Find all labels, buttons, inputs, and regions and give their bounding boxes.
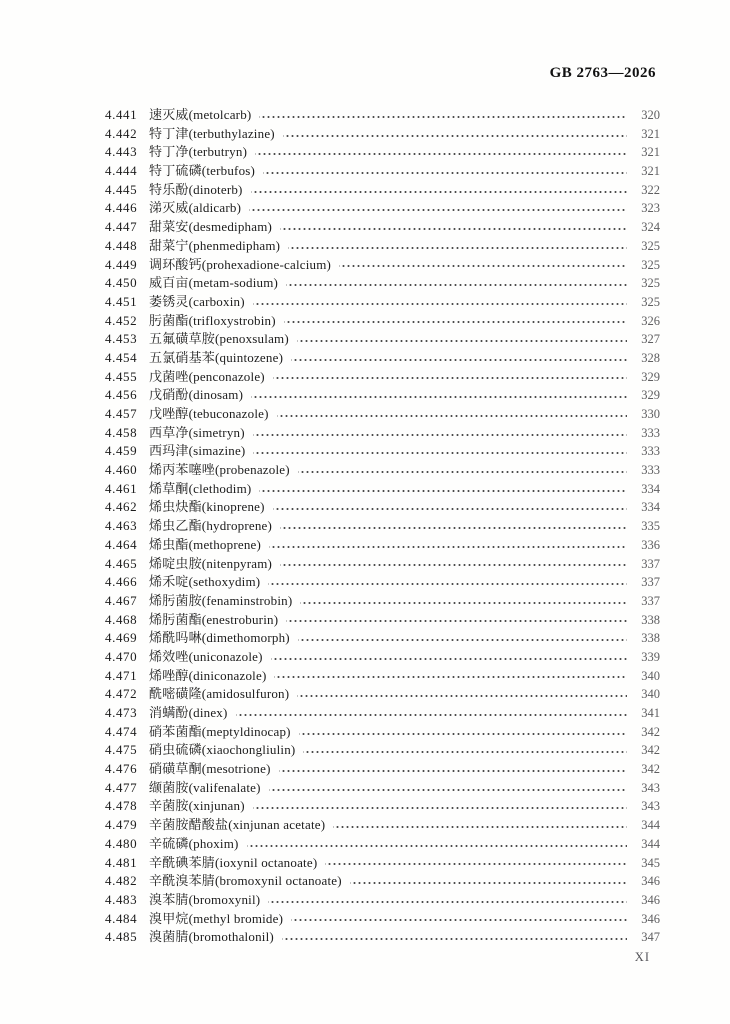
dot-leader xyxy=(259,106,627,125)
entry-page-number: 321 xyxy=(641,164,660,179)
entry-page-number: 320 xyxy=(641,108,660,122)
entry-title: 西草净(simetryn) xyxy=(149,424,245,440)
entry-title: 辛酰溴苯腈(bromoxynil octanoate) xyxy=(149,873,342,889)
dot-leader xyxy=(277,405,627,424)
toc-entry-row xyxy=(105,442,660,461)
entry-title: 烯丙苯噻唑(probenazole) xyxy=(149,462,290,478)
entry-page-number: 321 xyxy=(641,145,660,160)
entry-number: 4.471 xyxy=(105,667,138,683)
entry-title: 溴菌腈(bromothalonil) xyxy=(149,929,274,945)
dot-leader xyxy=(253,442,627,461)
entry-page-number: 337 xyxy=(641,593,660,608)
entry-title: 西玛津(simazine) xyxy=(149,443,246,459)
entry-number: 4.456 xyxy=(105,387,138,403)
dot-leader xyxy=(303,741,627,760)
entry-number: 4.479 xyxy=(105,817,138,833)
toc-entry-row xyxy=(105,760,660,779)
entry-number: 4.443 xyxy=(105,144,138,160)
dot-leader xyxy=(236,704,627,723)
entry-page-number: 342 xyxy=(641,724,660,739)
entry-page-number: 346 xyxy=(641,911,660,926)
dot-leader xyxy=(283,125,627,144)
dot-leader xyxy=(253,293,627,312)
dot-leader xyxy=(299,723,627,742)
dot-leader xyxy=(286,611,627,630)
entry-page-number: 324 xyxy=(641,220,660,235)
entry-page-number: 334 xyxy=(641,500,660,515)
entry-title: 戊硝酚(dinosam) xyxy=(149,387,244,403)
entry-title: 缬菌胺(valifenalate) xyxy=(149,779,261,795)
toc-entry-row xyxy=(105,667,660,686)
entry-number: 4.468 xyxy=(105,611,138,627)
toc-entry-row xyxy=(105,723,660,742)
entry-title: 烯啶虫胺(nitenpyram) xyxy=(149,555,273,571)
dot-leader xyxy=(259,480,627,499)
toc-entry-row xyxy=(105,816,660,835)
entry-title: 烯虫酯(methoprene) xyxy=(149,536,262,552)
entry-title: 戊菌唑(penconazole) xyxy=(149,368,265,384)
entry-page-number: 333 xyxy=(641,463,660,478)
dot-leader xyxy=(253,424,627,443)
dot-leader xyxy=(249,199,627,218)
toc-entry-row xyxy=(105,274,660,293)
entry-number: 4.473 xyxy=(105,705,138,720)
entry-page-number: 325 xyxy=(641,294,660,309)
entry-number: 4.475 xyxy=(105,742,138,758)
entry-number: 4.450 xyxy=(105,275,138,291)
entry-title: 烯草酮(clethodim) xyxy=(149,480,252,496)
entry-page-number: 337 xyxy=(641,575,660,590)
entry-number: 4.458 xyxy=(105,424,138,440)
toc-entry-row xyxy=(105,330,660,349)
entry-page-number: 322 xyxy=(641,182,660,197)
dot-leader xyxy=(251,181,627,200)
entry-page-number: 337 xyxy=(641,556,660,571)
toc-entry-row xyxy=(105,368,660,387)
entry-title: 辛菌胺(xinjunan) xyxy=(149,798,245,814)
dot-leader xyxy=(273,368,627,387)
toc-entry-row xyxy=(105,106,660,125)
entry-title: 特丁津(terbuthylazine) xyxy=(149,125,275,141)
entry-title: 戊唑醇(tebuconazole) xyxy=(149,406,269,421)
toc-entry-row xyxy=(105,592,660,611)
entry-number: 4.480 xyxy=(105,835,138,851)
entry-page-number: 340 xyxy=(641,668,660,683)
entry-number: 4.447 xyxy=(105,219,138,235)
entry-number: 4.464 xyxy=(105,536,138,552)
entry-title: 硝磺草酮(mesotrione) xyxy=(149,761,271,777)
dot-leader xyxy=(279,760,627,779)
entry-number: 4.485 xyxy=(105,929,138,945)
entry-page-number: 339 xyxy=(641,649,660,664)
dot-leader xyxy=(350,872,627,891)
dot-leader xyxy=(269,779,627,798)
entry-title: 烯虫炔酯(kinoprene) xyxy=(149,499,265,515)
entry-title: 烯禾啶(sethoxydim) xyxy=(149,574,261,590)
entry-number: 4.470 xyxy=(105,648,138,664)
toc-entry-row xyxy=(105,835,660,854)
entry-title: 五氟磺草胺(penoxsulam) xyxy=(149,331,289,347)
entry-page-number: 342 xyxy=(641,762,660,777)
entry-number: 4.469 xyxy=(105,630,138,646)
entry-title: 辛酰碘苯腈(ioxynil octanoate) xyxy=(149,854,318,870)
entry-title: 辛菌胺醋酸盐(xinjunan acetate) xyxy=(149,817,326,833)
entry-number: 4.477 xyxy=(105,779,138,795)
dot-leader xyxy=(253,797,627,816)
dot-leader xyxy=(251,386,627,405)
toc-entry-row xyxy=(105,872,660,891)
entry-page-number: 323 xyxy=(641,201,660,216)
entry-number: 4.459 xyxy=(105,443,138,459)
entry-number: 4.442 xyxy=(105,125,138,141)
toc-entry-row xyxy=(105,648,660,667)
toc-entry-row xyxy=(105,405,660,424)
dot-leader xyxy=(288,237,627,256)
toc-entry-row xyxy=(105,461,660,480)
entry-title: 特乐酚(dinoterb) xyxy=(149,181,243,197)
toc-entry-row xyxy=(105,256,660,275)
dot-leader xyxy=(269,536,627,555)
entry-title: 特丁净(terbutryn) xyxy=(149,144,248,160)
toc-entry-row xyxy=(105,312,660,331)
dot-leader xyxy=(273,498,627,517)
toc-entry-row xyxy=(105,199,660,218)
entry-title: 烯效唑(uniconazole) xyxy=(149,648,263,664)
entry-number: 4.452 xyxy=(105,312,138,328)
toc-entry-row xyxy=(105,797,660,816)
entry-number: 4.448 xyxy=(105,237,138,253)
dot-leader xyxy=(247,835,627,854)
toc-entry-row xyxy=(105,611,660,630)
dot-leader xyxy=(333,816,627,835)
dot-leader xyxy=(282,928,627,947)
entry-number: 4.462 xyxy=(105,499,138,515)
toc-entry-row xyxy=(105,891,660,910)
toc-entry-row xyxy=(105,910,660,929)
entry-number: 4.455 xyxy=(105,368,138,384)
toc-entry-row xyxy=(105,125,660,144)
entry-title: 肟菌酯(trifloxystrobin) xyxy=(149,312,276,328)
entry-number: 4.460 xyxy=(105,462,138,478)
entry-page-number: 327 xyxy=(641,332,660,347)
toc-entry-row xyxy=(105,293,660,312)
entry-page-number: 330 xyxy=(641,407,660,421)
entry-page-number: 321 xyxy=(641,126,660,141)
toc-entry-row xyxy=(105,480,660,499)
entry-title: 酰嘧磺隆(amidosulfuron) xyxy=(149,686,290,702)
entry-title: 萎锈灵(carboxin) xyxy=(149,293,245,309)
table-of-contents xyxy=(105,106,660,947)
entry-number: 4.441 xyxy=(105,107,138,122)
toc-entry-row xyxy=(105,386,660,405)
toc-entry-row xyxy=(105,162,660,181)
dot-leader xyxy=(284,312,627,331)
entry-page-number: 333 xyxy=(641,444,660,459)
entry-page-number: 338 xyxy=(641,612,660,627)
dot-leader xyxy=(271,648,627,667)
toc-entry-row xyxy=(105,181,660,200)
dot-leader xyxy=(298,629,627,648)
entry-title: 硝苯菌酯(meptyldinocap) xyxy=(149,723,291,739)
dot-leader xyxy=(291,349,627,368)
dot-leader xyxy=(297,685,627,704)
toc-entry-row xyxy=(105,555,660,574)
dot-leader xyxy=(325,854,627,873)
toc-entry-row xyxy=(105,741,660,760)
entry-title: 甜菜宁(phenmedipham) xyxy=(149,237,281,253)
entry-page-number: 328 xyxy=(641,350,660,365)
entry-title: 溴苯腈(bromoxynil) xyxy=(149,891,261,907)
entry-page-number: 338 xyxy=(641,631,660,646)
entry-number: 4.474 xyxy=(105,723,138,739)
entry-page-number: 347 xyxy=(641,930,660,945)
entry-title: 烯虫乙酯(hydroprene) xyxy=(149,518,273,534)
entry-number: 4.466 xyxy=(105,574,138,590)
entry-title: 烯肟菌酯(enestroburin) xyxy=(149,611,279,627)
toc-entry-row xyxy=(105,685,660,704)
toc-entry-row xyxy=(105,143,660,162)
entry-page-number: 329 xyxy=(641,388,660,403)
toc-entry-row xyxy=(105,704,660,723)
toc-entry-row xyxy=(105,237,660,256)
dot-leader xyxy=(291,910,627,929)
toc-entry-row xyxy=(105,573,660,592)
entry-title: 特丁硫磷(terbufos) xyxy=(149,163,256,179)
entry-title: 烯酰吗啉(dimethomorph) xyxy=(149,630,290,646)
entry-number: 4.484 xyxy=(105,910,138,926)
entry-page-number: 346 xyxy=(641,892,660,907)
entry-title: 烯肟菌胺(fenaminstrobin) xyxy=(149,592,293,608)
dot-leader xyxy=(268,891,627,910)
entry-page-number: 342 xyxy=(641,743,660,758)
entry-title: 溴甲烷(methyl bromide) xyxy=(149,910,284,926)
entry-title: 速灭威(metolcarb) xyxy=(149,107,252,122)
entry-number: 4.483 xyxy=(105,891,138,907)
entry-title: 消螨酚(dinex) xyxy=(149,705,228,720)
entry-page-number: 345 xyxy=(641,855,660,870)
dot-leader xyxy=(298,461,627,480)
entry-title: 威百亩(metam-sodium) xyxy=(149,275,279,291)
entry-number: 4.445 xyxy=(105,181,138,197)
entry-number: 4.449 xyxy=(105,256,138,272)
entry-page-number: 333 xyxy=(641,425,660,440)
entry-page-number: 325 xyxy=(641,257,660,272)
entry-number: 4.457 xyxy=(105,406,138,421)
entry-number: 4.453 xyxy=(105,331,138,347)
entry-page-number: 344 xyxy=(641,836,660,851)
dot-leader xyxy=(297,330,627,349)
entry-number: 4.454 xyxy=(105,349,138,365)
entry-title: 辛硫磷(phoxim) xyxy=(149,835,239,851)
entry-page-number: 343 xyxy=(641,780,660,795)
dot-leader xyxy=(280,517,627,536)
entry-page-number: 329 xyxy=(641,369,660,384)
toc-entry-row xyxy=(105,424,660,443)
entry-page-number: 341 xyxy=(641,706,660,720)
entry-page-number: 336 xyxy=(641,537,660,552)
toc-entry-row xyxy=(105,779,660,798)
toc-entry-row xyxy=(105,536,660,555)
entry-number: 4.461 xyxy=(105,480,138,496)
entry-page-number: 343 xyxy=(641,799,660,814)
dot-leader xyxy=(339,256,627,275)
entry-number: 4.463 xyxy=(105,518,138,534)
entry-number: 4.467 xyxy=(105,592,138,608)
entry-title: 调环酸钙(prohexadione-calcium) xyxy=(149,256,332,272)
toc-entry-row xyxy=(105,854,660,873)
entry-number: 4.481 xyxy=(105,854,138,870)
dot-leader xyxy=(255,143,627,162)
entry-title: 硝虫硫磷(xiaochongliulin) xyxy=(149,742,296,758)
dot-leader xyxy=(280,218,627,237)
entry-page-number: 326 xyxy=(641,313,660,328)
dot-leader xyxy=(268,573,627,592)
entry-title: 烯唑醇(diniconazole) xyxy=(149,667,267,683)
entry-number: 4.482 xyxy=(105,873,138,889)
toc-entry-row xyxy=(105,498,660,517)
entry-page-number: 334 xyxy=(641,481,660,496)
entry-number: 4.478 xyxy=(105,798,138,814)
dot-leader xyxy=(280,555,627,574)
entry-number: 4.476 xyxy=(105,761,138,777)
entry-page-number: 346 xyxy=(641,874,660,889)
entry-page-number: 325 xyxy=(641,276,660,291)
entry-page-number: 335 xyxy=(641,519,660,534)
dot-leader xyxy=(300,592,627,611)
entry-number: 4.444 xyxy=(105,163,138,179)
entry-number: 4.451 xyxy=(105,293,138,309)
dot-leader xyxy=(263,162,627,181)
dot-leader xyxy=(286,274,627,293)
dot-leader xyxy=(274,667,627,686)
page-number-footer: XI xyxy=(634,950,650,964)
entry-title: 甜菜安(desmedipham) xyxy=(149,219,273,235)
entry-number: 4.446 xyxy=(105,200,138,216)
entry-title: 五氯硝基苯(quintozene) xyxy=(149,349,284,365)
entry-number: 4.465 xyxy=(105,555,138,571)
entry-number: 4.472 xyxy=(105,686,138,702)
toc-entry-row xyxy=(105,218,660,237)
standard-code-header: GB 2763—2026 xyxy=(549,65,656,81)
entry-title: 涕灭威(aldicarb) xyxy=(149,200,242,216)
entry-page-number: 340 xyxy=(641,687,660,702)
toc-entry-row xyxy=(105,629,660,648)
entry-page-number: 325 xyxy=(641,238,660,253)
toc-entry-row xyxy=(105,349,660,368)
toc-entry-row xyxy=(105,517,660,536)
entry-page-number: 344 xyxy=(641,818,660,833)
toc-entry-row xyxy=(105,928,660,947)
